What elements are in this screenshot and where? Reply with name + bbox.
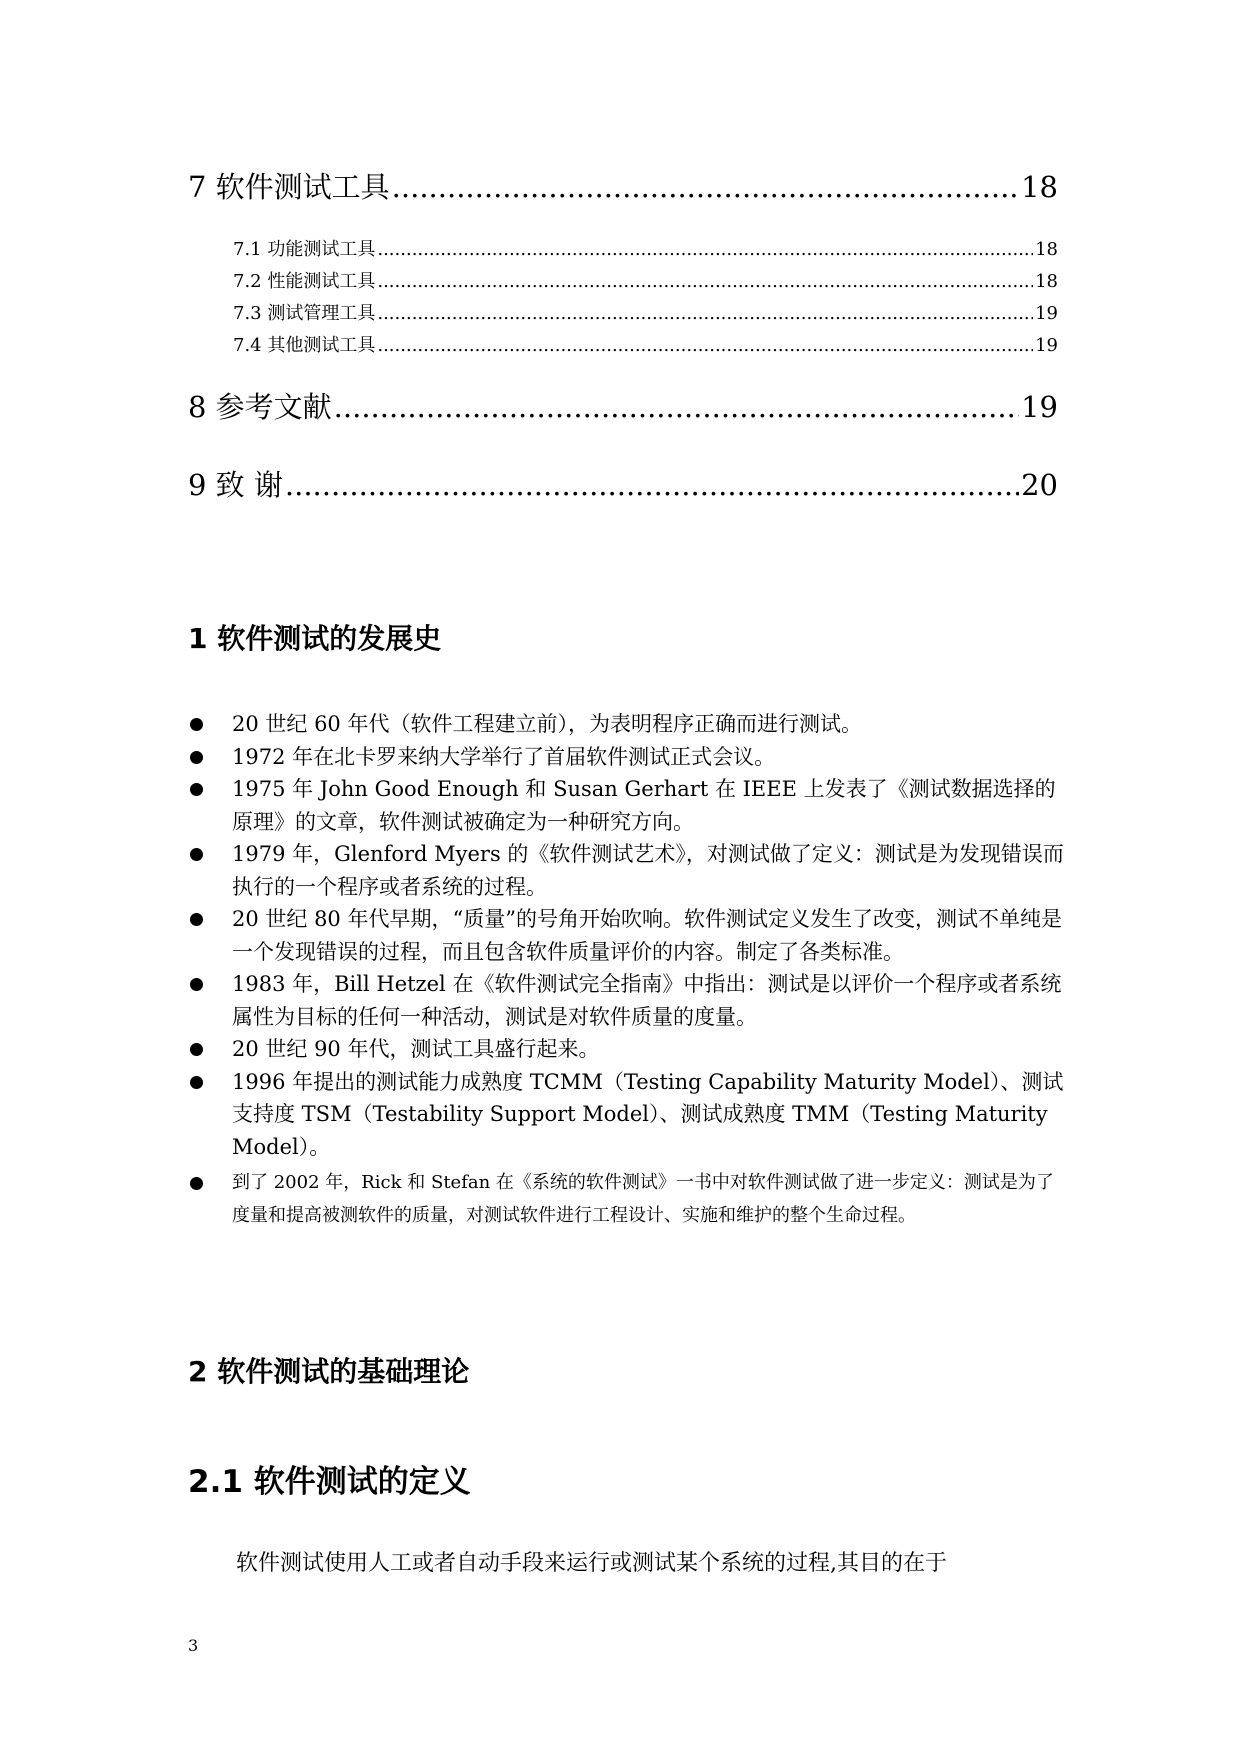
- list-item: 20 世纪 90 年代，测试工具盛行起来。: [188, 1033, 1068, 1066]
- toc-leader-dots: [377, 239, 1033, 260]
- bullet-icon: [190, 783, 203, 796]
- toc-entry-7-1[interactable]: [233, 235, 1058, 261]
- list-item: 到了 2002 年，Rick 和 Stefan 在《系统的软件测试》一书中对软件测试做了进一步定义：测试是为了度量和提高被测软件的质量，对测试软件进行工程设计、实施和维护的整个生命过程。: [188, 1167, 1068, 1232]
- list-item: 1979 年，Glenford Myers 的《软件测试艺术》，对测试做了定义：测试是为发现错误而执行的一个程序或者系统的过程。: [188, 838, 1068, 903]
- toc-entry-label: 7.1 功能测试工具: [233, 239, 376, 260]
- toc-entry-label: 8 参考文献: [188, 390, 332, 424]
- toc-entry-9[interactable]: [188, 463, 1058, 504]
- toc-leader-dots: [285, 468, 1019, 502]
- bullet-icon: [190, 751, 203, 764]
- bullet-icon: [190, 978, 203, 991]
- toc-entry-label: 9 致 谢: [188, 468, 283, 502]
- toc-entry-8[interactable]: [188, 385, 1058, 426]
- bullet-icon: [190, 718, 203, 731]
- list-item: 1975 年 John Good Enough 和 Susan Gerhart 在 IEEE 上发表了《测试数据选择的原理》的文章，软件测试被确定为一种研究方向。: [188, 773, 1068, 838]
- toc-leader-dots: [377, 335, 1033, 356]
- toc-entry-page: 20: [1021, 468, 1058, 502]
- list-item: 20 世纪 80 年代早期，“质量”的号角开始吹响。软件测试定义发生了改变，测试不单纯是一个发现错误的过程，而且包含软件质量评价的内容。制定了各类标准。: [188, 903, 1068, 968]
- list-item: 20 世纪 60 年代（软件工程建立前），为表明程序正确而进行测试。: [188, 708, 1068, 741]
- toc-leader-dots: [334, 390, 1019, 424]
- toc-entry-label: 7 软件测试工具: [188, 170, 390, 204]
- toc-entry-7-4[interactable]: [233, 331, 1058, 357]
- list-item: 1983 年，Bill Hetzel 在《软件测试完全指南》中指出：测试是以评价一个程序或者系统属性为目标的任何一种活动，测试是对软件质量的度量。: [188, 968, 1068, 1033]
- section-1-heading: 1 软件测试的发展史: [188, 622, 442, 655]
- bullet-icon: [190, 1043, 203, 1056]
- history-bullet-list: [188, 708, 1068, 1232]
- toc-entry-page: 18: [1035, 239, 1058, 260]
- toc-entry-label: 7.2 性能测试工具: [233, 271, 376, 292]
- bullet-icon: [190, 848, 203, 861]
- toc-entry-7-3[interactable]: [233, 299, 1058, 325]
- toc-entry-page: 19: [1035, 335, 1058, 356]
- list-item: 1996 年提出的测试能力成熟度 TCMM（Testing Capability Maturity Model）、测试支持度 TSM（Testability Support Model）、测试成熟度 TMM（Testing Maturity Model）。: [188, 1066, 1068, 1164]
- page-number: 3: [188, 1636, 199, 1655]
- toc-entry-label: 7.3 测试管理工具: [233, 303, 376, 324]
- toc-entry-7[interactable]: [188, 165, 1058, 206]
- toc-leader-dots: [377, 303, 1033, 324]
- bullet-icon: [190, 913, 203, 926]
- bullet-icon: [190, 1076, 203, 1089]
- list-item: 1972 年在北卡罗来纳大学举行了首届软件测试正式会议。: [188, 741, 1068, 774]
- bullet-icon: [190, 1177, 203, 1190]
- toc-entry-page: 18: [1035, 271, 1058, 292]
- toc-entry-page: 19: [1035, 303, 1058, 324]
- toc-entry-page: 18: [1021, 170, 1058, 204]
- toc-entry-7-2[interactable]: [233, 267, 1058, 293]
- section-2-heading: 2 软件测试的基础理论: [188, 1355, 470, 1388]
- section-2-1-heading: 2.1 软件测试的定义: [188, 1464, 471, 1500]
- toc-leader-dots: [392, 170, 1019, 204]
- toc-entry-label: 7.4 其他测试工具: [233, 335, 376, 356]
- toc-leader-dots: [377, 271, 1033, 292]
- toc-entry-page: 19: [1021, 390, 1058, 424]
- body-paragraph: 软件测试使用人工或者自动手段来运行或测试某个系统的过程,其目的在于: [236, 1551, 947, 1576]
